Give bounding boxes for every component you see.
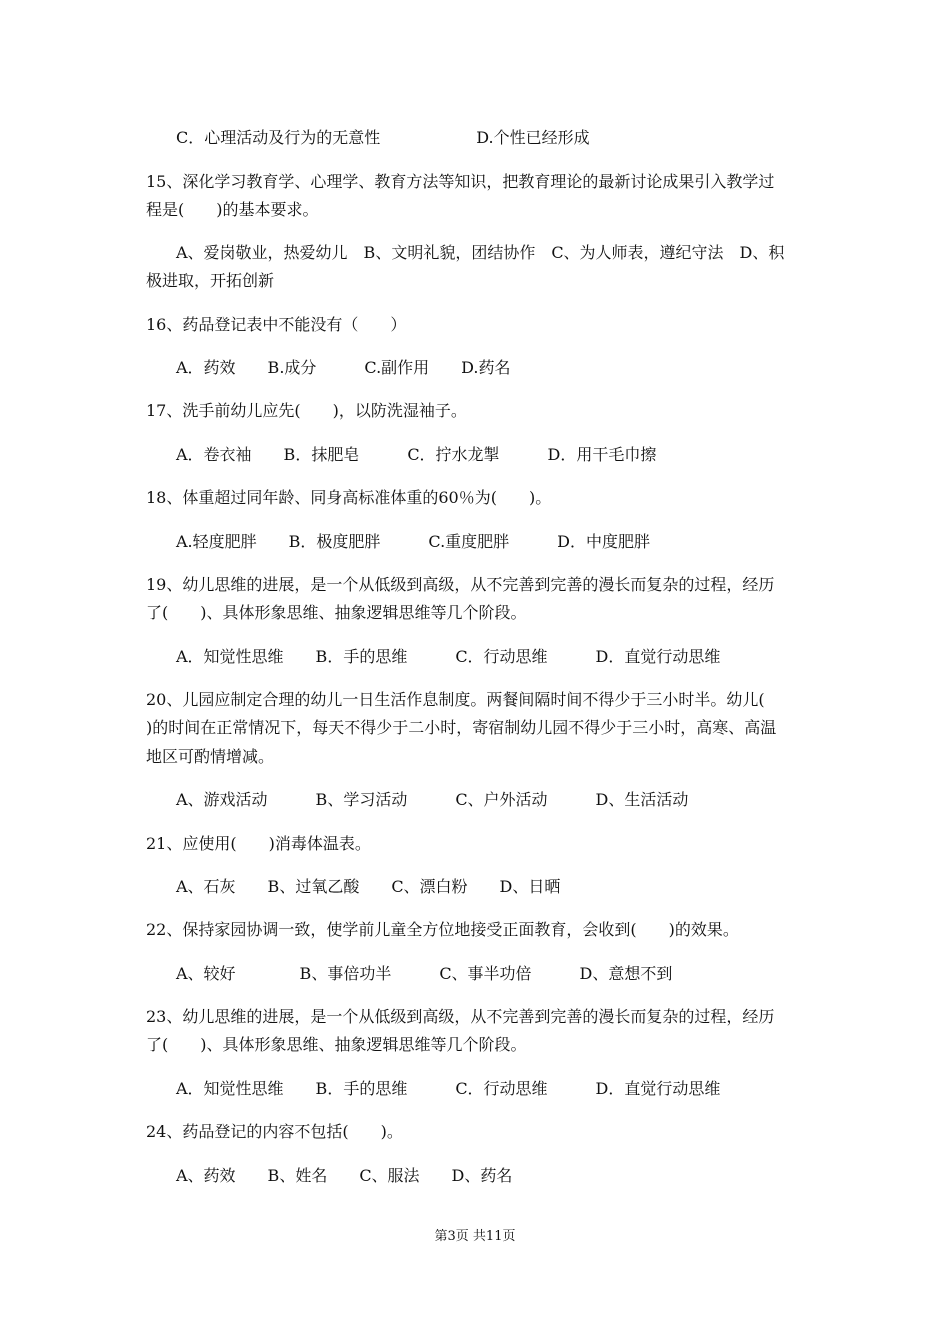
question-19: 19、幼儿思维的进展，是一个从低级到高级，从不完善到完善的漫长而复杂的过程，经历	[146, 575, 775, 594]
question-20: 20、儿园应制定合理的幼儿一日生活作息制度。两餐间隔时间不得少于三小时半。幼儿(	[146, 690, 765, 709]
question-15-cont: 程是( )的基本要求。	[146, 200, 319, 219]
question-22-options: A、较好 B、事倍功半 C、事半功倍 D、意想不到	[176, 964, 673, 983]
question-18-options: A.轻度肥胖 B．极度肥胖 C.重度肥胖 D．中度肥胖	[176, 532, 650, 551]
question-23-cont: 了( )、具体形象思维、抽象逻辑思维等几个阶段。	[146, 1035, 527, 1054]
page-footer: 第3页 共11页	[434, 1229, 516, 1244]
question-16-options: A．药效 B.成分 C.副作用 D.药名	[176, 358, 511, 377]
question-24-options: A、药效 B、姓名 C、服法 D、药名	[176, 1166, 513, 1185]
question-23: 23、幼儿思维的进展，是一个从低级到高级，从不完善到完善的漫长而复杂的过程，经历	[146, 1007, 775, 1026]
question-15-options-cont: 极进取，开拓创新	[146, 271, 275, 290]
question-15-options: A、爱岗敬业，热爱幼儿 B、文明礼貌，团结协作 C、为人师表，遵纪守法 D、积	[176, 243, 785, 262]
question-19-options: A．知觉性思维 B．手的思维 C．行动思维 D．直觉行动思维	[176, 647, 721, 666]
question-20-options: A、游戏活动 B、学习活动 C、户外活动 D、生活活动	[176, 790, 689, 809]
question-20-cont: )的时间在正常情况下，每天不得少于二小时，寄宿制幼儿园不得少于三小时，高寒、高温	[146, 718, 777, 737]
question-21: 21、应使用( )消毒体温表。	[146, 834, 371, 853]
question-22: 22、保持家园协调一致，使学前儿童全方位地接受正面教育，会收到( )的效果。	[146, 920, 739, 939]
question-24: 24、药品登记的内容不包括( )。	[146, 1122, 403, 1141]
option-line: C．心理活动及行为的无意性 D.个性已经形成	[176, 128, 590, 147]
question-23-options: A．知觉性思维 B．手的思维 C．行动思维 D．直觉行动思维	[176, 1079, 721, 1098]
question-21-options: A、石灰 B、过氧乙酸 C、漂白粉 D、日晒	[176, 877, 561, 896]
question-15: 15、深化学习教育学、心理学、教育方法等知识，把教育理论的最新讨论成果引入教学过	[146, 172, 775, 191]
question-19-cont: 了( )、具体形象思维、抽象逻辑思维等几个阶段。	[146, 603, 527, 622]
question-16: 16、药品登记表中不能没有（ ）	[146, 315, 407, 334]
question-17-options: A．卷衣袖 B．抹肥皂 C．拧水龙掣 D．用干毛巾擦	[176, 445, 657, 464]
question-17: 17、洗手前幼儿应先( )，以防洗湿袖子。	[146, 401, 467, 420]
question-20-cont2: 地区可酌情增减。	[146, 747, 275, 766]
question-18: 18、体重超过同年龄、同身高标准体重的60％为( )。	[146, 488, 552, 507]
